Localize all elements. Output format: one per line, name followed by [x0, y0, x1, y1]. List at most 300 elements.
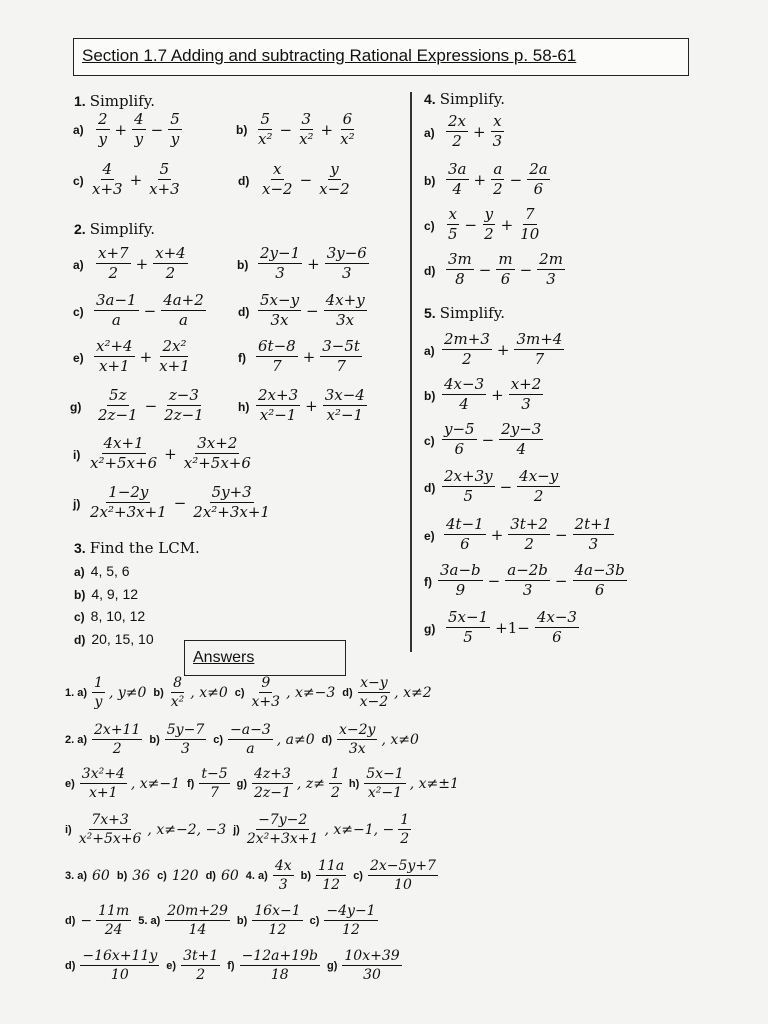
numerator: 4x+1 [103, 434, 144, 452]
numerator: 5x−1 [448, 608, 489, 626]
numerator: 5 [260, 110, 271, 128]
numerator: 1 [94, 675, 103, 691]
operator: + [307, 254, 320, 273]
denominator: 8 [455, 270, 465, 288]
fraction [324, 903, 377, 938]
denominator: y [94, 694, 103, 710]
q1-expression [254, 111, 359, 148]
operator: − [143, 301, 157, 320]
denominator: x² [299, 130, 314, 148]
numerator: 3x²+4 [81, 766, 125, 782]
q2-item-label: a) [73, 258, 84, 272]
q2-expression [254, 338, 364, 375]
operator: − [487, 571, 501, 590]
operator: + [302, 347, 316, 366]
fraction [228, 722, 273, 757]
denominator: 2 [400, 831, 410, 847]
numerator: 20m+29 [167, 903, 228, 919]
answer-text: , a≠0 [276, 731, 315, 748]
numerator: 1 [400, 812, 410, 828]
q2-expression [92, 338, 194, 375]
denominator: x−2 [359, 694, 389, 710]
section-title: Section 1.7 Adding and subtracting Rational Expressions p. 58-61 [82, 46, 577, 65]
fraction [499, 421, 543, 458]
operator: − [306, 301, 319, 320]
q5-heading: 5. Simplify. [424, 304, 505, 322]
denominator: 12 [268, 922, 287, 938]
q2-expression [256, 245, 371, 282]
section-header [73, 38, 689, 76]
q4-item-label: a) [424, 126, 435, 140]
q1-heading: 1. Simplify. [74, 92, 155, 110]
q4-expression [444, 113, 506, 150]
numerator: a [493, 160, 503, 178]
fraction [252, 766, 293, 801]
denominator: x+1 [159, 357, 190, 375]
fraction [80, 766, 127, 801]
q1-expression [88, 161, 184, 198]
fraction [132, 111, 146, 148]
fraction [256, 338, 298, 375]
numerator: x [448, 205, 457, 223]
fraction [517, 468, 560, 505]
fraction [94, 338, 135, 375]
fraction [297, 111, 315, 148]
answer-text: , x≠−1 [130, 775, 181, 792]
numerator: −12a+19b [241, 948, 318, 964]
numerator: x²+4 [96, 337, 133, 355]
numerator: −4y−1 [326, 903, 376, 919]
q2-expression [86, 435, 255, 472]
denominator: 6 [533, 180, 544, 198]
denominator: 9 [455, 581, 466, 599]
denominator: 3 [492, 132, 503, 150]
fraction [329, 766, 342, 801]
fraction [317, 161, 352, 198]
numerator: 4x−3 [536, 608, 577, 626]
operator: + [135, 254, 149, 273]
answer-text: , x≠−1, − [324, 821, 395, 838]
numerator: y−5 [444, 420, 475, 438]
denominator: 4 [516, 440, 527, 458]
numerator: 2m [539, 250, 563, 268]
denominator: 6 [500, 270, 511, 288]
operator: + [500, 215, 514, 234]
q1-item-label: c) [73, 174, 84, 188]
numerator: −a−3 [230, 722, 271, 738]
denominator: 6 [552, 628, 562, 646]
answer-row [60, 766, 461, 801]
fraction [446, 206, 460, 243]
fraction [168, 111, 182, 148]
denominator: a [179, 311, 188, 329]
answer-label: j) [233, 823, 240, 836]
numerator: x−2y [339, 722, 376, 738]
fraction [537, 251, 565, 288]
q3-item: d) 20, 15, 10 [74, 631, 154, 647]
denominator: 14 [188, 922, 207, 938]
operator: − [173, 493, 187, 512]
denominator: 4 [459, 395, 469, 413]
denominator: 2 [196, 967, 206, 983]
denominator: 2x²+3x+1 [246, 831, 319, 847]
fraction [438, 562, 483, 599]
fraction [368, 858, 438, 893]
answer-label: c) [309, 914, 320, 927]
numerator: m [498, 250, 513, 268]
answer-label: c) [213, 733, 224, 746]
operator: + [473, 170, 487, 189]
numerator: 4a−3b [574, 561, 625, 579]
denominator: 2 [165, 264, 176, 282]
answer-row [60, 858, 440, 893]
fraction [258, 292, 301, 329]
numerator: 4 [102, 160, 113, 178]
q1-item-label: a) [73, 123, 84, 137]
numerator: 5z [109, 386, 127, 404]
q5-item-label: g) [424, 622, 436, 636]
fraction [199, 766, 229, 801]
numerator: x+7 [98, 244, 129, 262]
denominator: 6 [594, 581, 605, 599]
answer-label: b) [236, 914, 248, 927]
numerator: 5 [170, 110, 180, 128]
fraction [325, 245, 369, 282]
q5-item-label: d) [424, 481, 436, 495]
q2-item-label: b) [237, 258, 249, 272]
fraction [364, 766, 405, 801]
fraction [153, 245, 188, 282]
numerator: 2a [529, 160, 548, 178]
denominator: x−2 [262, 180, 293, 198]
answer-label: b) [300, 869, 312, 882]
numerator: 3a−1 [96, 291, 137, 309]
q2-item-label: d) [238, 305, 250, 319]
fraction [162, 387, 206, 424]
fraction [252, 903, 302, 938]
q3-item: b) 4, 9, 12 [74, 586, 139, 602]
fraction [260, 161, 295, 198]
denominator: 6 [454, 440, 465, 458]
denominator: 7 [534, 350, 545, 368]
answer-text: 60 [92, 867, 110, 884]
answer-row [60, 903, 380, 938]
operator: + [139, 347, 153, 366]
fraction [508, 516, 550, 553]
denominator: 2z−1 [254, 785, 291, 801]
answer-label: c) [234, 686, 245, 699]
numerator: 6t−8 [258, 337, 296, 355]
answer-label: e) [65, 777, 75, 790]
answer-text: , x≠0 [190, 684, 228, 701]
fraction [518, 206, 541, 243]
fraction [323, 387, 367, 424]
numerator: −7y−2 [258, 812, 308, 828]
q5-expression [442, 516, 616, 553]
denominator: 2 [493, 180, 503, 198]
numerator: 3m+4 [516, 330, 563, 348]
operator: + [490, 525, 504, 544]
denominator: 5 [463, 628, 473, 646]
denominator: 18 [270, 967, 289, 983]
numerator: x+4 [155, 244, 186, 262]
q4-expression [444, 206, 543, 243]
numerator: 11m [98, 903, 130, 919]
denominator: 7 [336, 357, 346, 375]
answer-label: f) [187, 777, 195, 790]
denominator: 2x²+3x+1 [90, 503, 167, 521]
q5-expression [444, 609, 581, 646]
fraction [182, 435, 253, 472]
denominator: x² [340, 130, 355, 148]
numerator: −16x+11y [82, 948, 158, 964]
q2-expression [254, 387, 369, 424]
numerator: x−y [360, 675, 388, 691]
denominator: 3x [336, 311, 355, 329]
q2-item-label: e) [73, 351, 84, 365]
numerator: 5x−1 [366, 766, 404, 782]
fraction [80, 948, 159, 983]
q1-item-label: d) [238, 174, 250, 188]
answer-text: , y≠0 [108, 684, 147, 701]
denominator: x−2 [319, 180, 350, 198]
numerator: 4x−3 [444, 375, 485, 393]
q3-item: c) 8, 10, 12 [74, 608, 146, 624]
fraction [491, 113, 505, 150]
fraction [250, 675, 283, 710]
numerator: 4x+y [325, 291, 365, 309]
denominator: y [170, 130, 180, 148]
numerator: 4z+3 [254, 766, 291, 782]
fraction [446, 161, 469, 198]
answer-label: 4. a) [245, 869, 268, 882]
fraction [256, 387, 300, 424]
q1-item-label: b) [236, 123, 248, 137]
fraction [96, 387, 140, 424]
denominator: 7 [272, 357, 282, 375]
numerator: 5y+3 [211, 483, 252, 501]
numerator: 3t+1 [183, 948, 219, 964]
numerator: 2x−5y+7 [369, 858, 436, 874]
fraction [96, 903, 131, 938]
numerator: 2x+3y [444, 467, 493, 485]
denominator: x+1 [89, 785, 118, 801]
denominator: x+1 [99, 357, 130, 375]
fraction [505, 562, 550, 599]
denominator: x²+5x+6 [78, 831, 142, 847]
numerator: 4x−y [519, 467, 559, 485]
denominator: 3 [588, 535, 599, 553]
operator: + [473, 122, 486, 141]
q2-heading: 2. Simplify. [74, 220, 155, 238]
q4-expression [444, 251, 567, 288]
numerator: 3a [448, 160, 467, 178]
denominator: x²−1 [326, 406, 364, 424]
fraction [92, 675, 105, 710]
answer-text: 120 [171, 867, 199, 884]
fraction [514, 331, 564, 368]
fraction [496, 251, 514, 288]
numerator: 5y−7 [166, 722, 205, 738]
answer-row [60, 812, 413, 847]
fraction [446, 609, 490, 646]
denominator: x² [258, 130, 273, 148]
numerator: 3m [448, 250, 472, 268]
denominator: 2 [462, 350, 472, 368]
fraction [273, 858, 294, 893]
denominator: 3 [522, 581, 533, 599]
fraction [147, 161, 182, 198]
denominator: 3 [521, 395, 531, 413]
denominator: 2x²+3x+1 [193, 503, 270, 521]
numerator: x [493, 112, 502, 130]
fraction [337, 722, 377, 757]
numerator: 2m+3 [444, 330, 490, 348]
answer-label: f) [227, 959, 235, 972]
denominator: 30 [363, 967, 381, 983]
fraction [88, 435, 159, 472]
operator: − [150, 120, 164, 139]
answer-label: 1. a) [65, 686, 88, 699]
operator: + [305, 396, 318, 415]
q5-expression [440, 331, 566, 368]
q1-expression [94, 111, 184, 148]
numerator: y [484, 205, 494, 223]
q4-item-label: d) [424, 264, 436, 278]
numerator: t−5 [201, 766, 228, 782]
fraction [320, 338, 362, 375]
numerator: 3−5t [322, 337, 360, 355]
answer-label: d) [321, 733, 333, 746]
operator: − [519, 260, 533, 279]
answer-label: 5. a) [138, 914, 161, 927]
numerator: 4 [134, 110, 144, 128]
numerator: 4x [274, 858, 292, 874]
numerator: 3y−6 [326, 244, 367, 262]
numerator: 7 [525, 205, 535, 223]
numerator: z−3 [168, 386, 199, 404]
fraction [358, 675, 391, 710]
denominator: 2 [524, 535, 534, 553]
fraction [446, 251, 474, 288]
numerator: 1 [330, 766, 340, 782]
q2-expression [92, 292, 208, 329]
fraction [442, 421, 477, 458]
numerator: 3x+2 [197, 434, 238, 452]
denominator: 3 [275, 264, 285, 282]
fraction [338, 111, 356, 148]
q2-item-label: j) [73, 497, 81, 511]
denominator: 24 [104, 922, 123, 938]
fraction [96, 111, 110, 148]
denominator: 5 [448, 225, 458, 243]
operator: + [491, 385, 504, 404]
q2-item-label: i) [73, 448, 81, 462]
denominator: 2 [533, 487, 544, 505]
numerator: 2y−1 [260, 244, 301, 262]
fraction [258, 245, 302, 282]
denominator: 2 [108, 264, 119, 282]
fraction [165, 903, 230, 938]
numerator: 2x+11 [94, 722, 141, 738]
q2-expression [94, 245, 190, 282]
fraction [509, 376, 544, 413]
fraction [527, 161, 550, 198]
operator: − [499, 477, 513, 496]
numerator: 8 [173, 675, 182, 691]
numerator: 9 [261, 675, 271, 691]
operator: − [144, 396, 158, 415]
fraction [77, 812, 144, 847]
numerator: 2x² [162, 337, 187, 355]
fraction [573, 516, 615, 553]
fraction [444, 516, 486, 553]
fraction [90, 161, 125, 198]
answer-label: c) [157, 869, 167, 882]
numerator: 2 [98, 110, 108, 128]
denominator: 6 [460, 535, 470, 553]
fraction [398, 812, 411, 847]
operator: + [320, 120, 334, 139]
denominator: 10 [110, 967, 129, 983]
denominator: x+3 [149, 180, 180, 198]
operator: − [554, 525, 568, 544]
operator: +1− [495, 618, 530, 637]
answer-text: 36 [132, 867, 151, 884]
denominator: 2z−1 [98, 406, 138, 424]
answer-row [60, 722, 421, 757]
fraction [94, 292, 139, 329]
operator: + [129, 170, 143, 189]
q2-item-label: h) [238, 400, 250, 414]
numerator: 2x [448, 112, 467, 130]
numerator: 5x−y [260, 291, 300, 309]
q4-item-label: c) [424, 219, 435, 233]
answer-text: , z≠ [296, 775, 325, 792]
denominator: 3x [270, 311, 289, 329]
answer-text: − [80, 912, 93, 929]
numerator: 5 [159, 160, 170, 178]
q5-item-label: b) [424, 389, 436, 403]
fraction [88, 484, 169, 521]
denominator: 2 [112, 741, 122, 757]
denominator: 2 [452, 132, 462, 150]
numerator: 1−2y [108, 483, 149, 501]
denominator: a [111, 311, 121, 329]
operator: − [509, 170, 523, 189]
q5-expression [440, 468, 562, 505]
denominator: x²−1 [259, 406, 297, 424]
fraction [169, 675, 187, 710]
q5-item-label: e) [424, 529, 435, 543]
denominator: x² [170, 694, 185, 710]
denominator: 3 [342, 264, 352, 282]
denominator: 7 [210, 785, 219, 801]
fraction [482, 206, 496, 243]
denominator: y [98, 130, 108, 148]
q5-item-label: c) [424, 434, 435, 448]
numerator: 3a−b [440, 561, 481, 579]
answer-text: , x≠0 [381, 731, 419, 748]
q1-expression [258, 161, 354, 198]
fraction [316, 858, 346, 893]
answer-label: c) [353, 869, 363, 882]
denominator: x²+5x+6 [90, 454, 158, 472]
answer-label: b) [116, 869, 128, 882]
denominator: 12 [342, 922, 360, 938]
numerator: 10x+39 [344, 948, 400, 964]
fraction [535, 609, 579, 646]
